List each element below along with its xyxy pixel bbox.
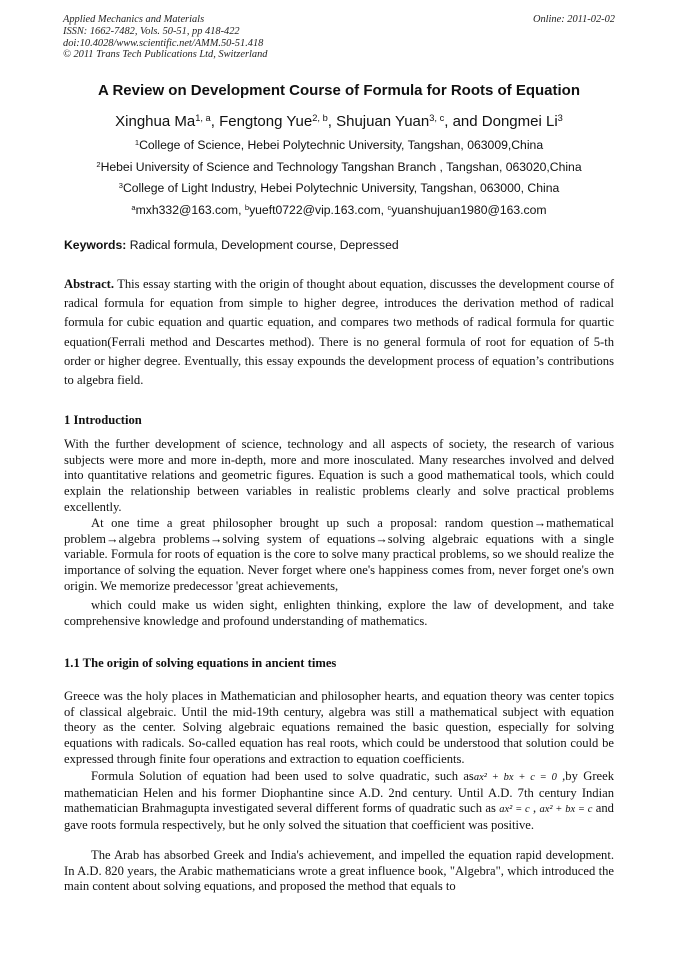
email-link[interactable]: yuanshujuan1980@163.com: [391, 203, 547, 217]
origin-paragraph-1: Greece was the holy places in Mathematician and philosopher hearts, and equation theory was center topics of classical algebraic. Until the mid-19th century, algebra was still a mathematical subject with equation theory as the center. Solving algebraic equations remained the basic question, especially for solving equations with radicals. So-called equation has real roots, which could be understood that solution could be expressed through finite four operations and extraction to equation coefficients.: [64, 689, 614, 766]
section-heading-introduction: 1 Introduction: [64, 413, 142, 427]
intro-paragraph-2: At one time a great philosopher brought up such a proposal: random question→mathematical problem→algebra problems→solving system of equations→solving algebraic equations with a single variable. Formula for roots of equation is the core to solve many practical problems, so we should realize the importance of solving the equation. Never forget where one's happiness comes from, never forget one's own origin. We memorize predecessor 'great achievements,: [64, 516, 614, 593]
origin-text: and gave roots formula respectively, but he only solved the situation that coefficient was positive.: [64, 801, 614, 833]
keywords-text: Radical formula, Development course, Depressed: [129, 238, 399, 252]
online-date: Online: 2011-02-02: [532, 14, 615, 25]
keywords: [64, 238, 399, 252]
origin-text: Formula Solution of equation had been used to solve quadratic, such as: [91, 769, 474, 783]
origin-text: ,: [529, 801, 540, 816]
doi-line: doi:10.4028/www.scientific.net/AMM.50-51.418: [63, 37, 264, 49]
origin-paragraph-3: The Arab has absorbed Greek and India's achievement, and impelled the equation rapid development. In A.D. 820 years, the Arabic mathematicians wrote a great influence book, "Algebra", which introduced the main content about solving equations, and proposed the method that equals to: [64, 848, 614, 894]
origin-paragraph-2: [64, 769, 614, 834]
abstract-label: Abstract.: [64, 277, 115, 291]
equation-quadratic: ax² + bx + c = 0: [473, 772, 557, 783]
author-sep: ,: [327, 113, 337, 130]
email-link[interactable]: yueft0722@vip.163.com,: [249, 203, 388, 217]
copyright-line: © 2011 Trans Tech Publications Ltd, Switzerland: [63, 49, 268, 61]
equation-ax2-c: ax² = c: [499, 804, 530, 816]
affiliation-1: [0, 138, 678, 152]
author-name: Shujuan Yuan: [336, 113, 430, 130]
author-list: [0, 113, 678, 130]
author-sep: , and: [444, 113, 482, 130]
email-link[interactable]: mxh332@163.com,: [135, 203, 245, 217]
affiliation-sup: 3: [118, 180, 123, 190]
paper-title: A Review on Development Course of Formula for Roots of Equation: [98, 82, 580, 99]
affiliation-sup: 1: [134, 137, 140, 147]
author-name: Fengtong Yue: [219, 113, 313, 130]
affiliation-2: [0, 160, 678, 174]
journal-name: Applied Mechanics and Materials: [63, 14, 205, 25]
section-heading-origin: 1.1 The origin of solving equations in ancient times: [64, 656, 337, 670]
author-name: Dongmei Li: [481, 113, 558, 130]
equation-ax2-bx-c: ax² + bx = c: [539, 804, 593, 816]
author-sep: ,: [210, 113, 220, 130]
abstract-text: This essay starting with the origin of thought about equation, discusses the development course of radical formula for equation from simple to higher degree, introduces the derivation method of radical formula for cubic equation and quartic equation, and compares two methods of radical formula for quartic equation(Ferrali method and Descartes method). There is no general formula of root for equation of 5-th order or higher degree. Eventually, this essay expounds the development process of equation’s contributions to algebra field.: [64, 277, 615, 388]
affiliation-text: College of Light Industry, Hebei Polytechnic University, Tangshan, 063000, China: [122, 181, 560, 195]
author-sup: 2, b: [312, 112, 328, 123]
abstract: [64, 275, 614, 390]
affiliation-text: College of Science, Hebei Polytechnic University, Tangshan, 063009,China: [139, 138, 544, 152]
page-header: [63, 14, 615, 61]
issn-line: ISSN: 1662-7482, Vols. 50-51, pp 418-422: [63, 25, 240, 37]
author-sup: 3, c: [429, 112, 445, 123]
email-sup: c: [387, 202, 392, 212]
intro-paragraph-1: With the further development of science, technology and all aspects of society, the research of various subjects were more and more in-depth, more and more inosculated. Many researches involved and delved into quantitative relations and geometric figures. Equation is such a good mathematical tools, which could explain the relationship between variables in realistic problems clearly and solve practical problems excellently.: [64, 437, 614, 514]
affiliation-text: Hebei University of Science and Technology Tangshan Branch , Tangshan, 063020,China: [100, 160, 582, 174]
author-sup: 1, a: [195, 112, 211, 123]
affiliation-sup: 2: [96, 159, 101, 169]
author-name: Xinghua Ma: [115, 113, 196, 130]
intro-paragraph-3: which could make us widen sight, enlighten thinking, explore the law of development, and take comprehensive knowledge and profound understanding of mathematics.: [64, 598, 614, 628]
origin-text: ,by Greek mathematician Helen and his former Diophantine since A.D. 2nd century. Until A.D. 7th century Indian mathematician Brahmagupta investigated several different forms of quadratic such as: [64, 769, 614, 816]
email-line: [0, 203, 678, 217]
email-sup: b: [244, 202, 250, 212]
email-sup: a: [131, 202, 136, 212]
keywords-label: Keywords:: [64, 238, 127, 252]
author-sup: 3: [557, 112, 563, 123]
affiliation-3: [0, 181, 678, 195]
